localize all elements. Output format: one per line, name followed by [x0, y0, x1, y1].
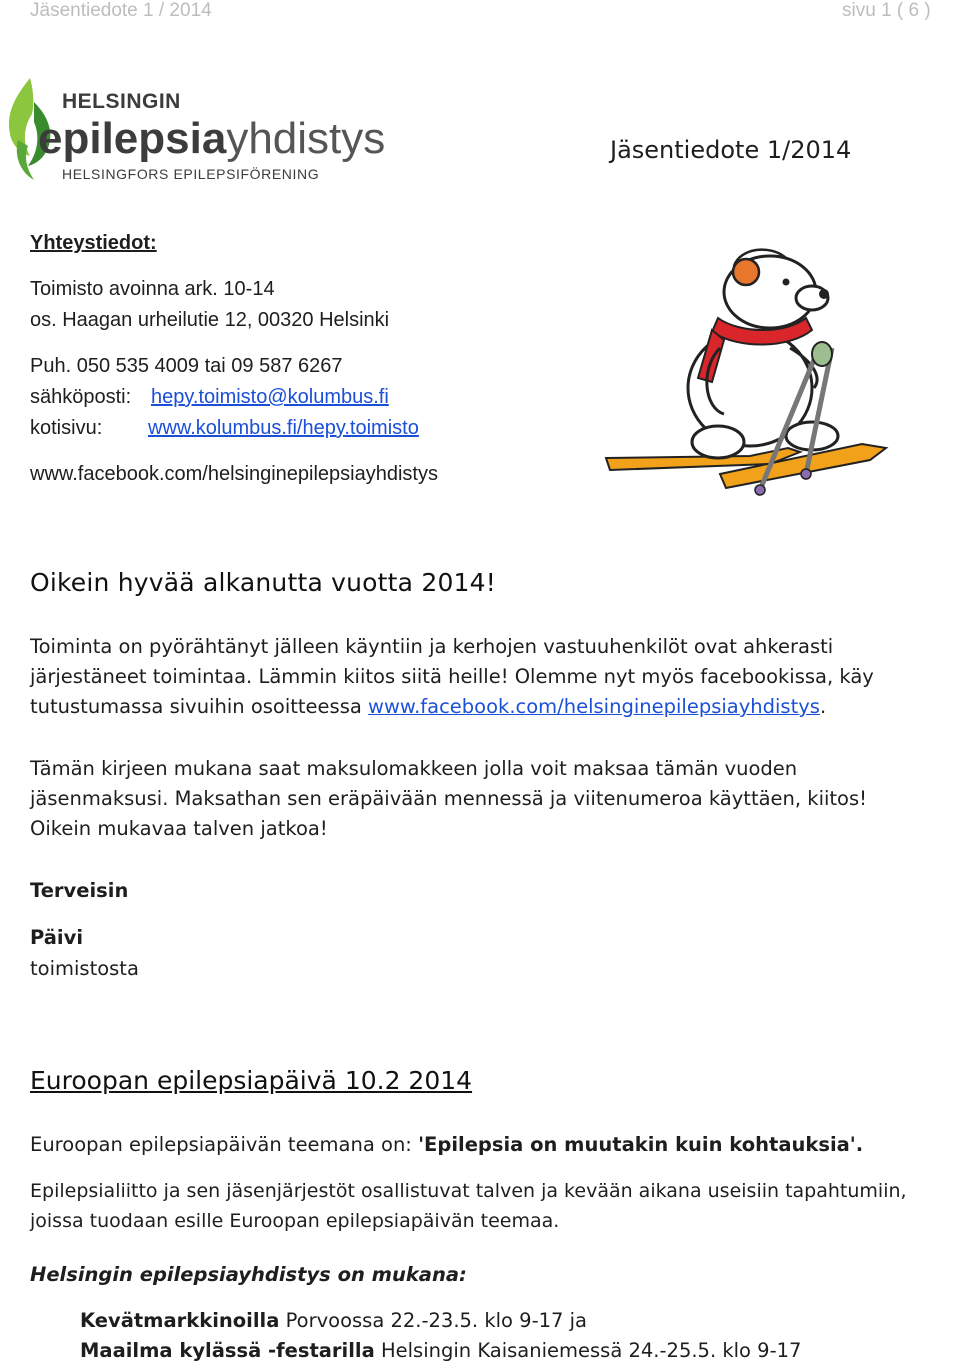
events-list	[80, 1306, 950, 1366]
header-page-number: sivu 1 ( 6 )	[842, 0, 931, 21]
greeting-p1-line3-text: tutustumassa sivuihin osoitteessa	[30, 695, 369, 718]
event-item	[80, 1306, 950, 1336]
facebook-address: www.facebook.com/helsinginepilepsiayhdistys	[30, 463, 438, 485]
greeting-p1-end: .	[819, 695, 827, 718]
epilepsy-day-title: Euroopan epilepsiapäivä 10.2 2014	[30, 1066, 473, 1095]
email-link[interactable]: hepy.toimisto@kolumbus.fi	[151, 386, 389, 408]
logo-wordmark-bold: epilepsia	[38, 114, 227, 163]
greeting-p1-line2: järjestäneet toimintaa. Lämmin kiitos siitä heille! Olemme nyt myös facebookissa, käy	[30, 665, 874, 688]
theme-prefix: Euroopan epilepsiapäivän teemana on:	[30, 1133, 419, 1156]
facebook-link[interactable]: www.facebook.com/helsinginepilepsiayhdistys	[368, 695, 820, 718]
involved-heading: Helsingin epilepsiayhdistys on mukana:	[30, 1263, 467, 1286]
greeting-paragraph-1	[30, 632, 950, 722]
greeting-p2-line2: jäsenmaksusi. Maksathan sen eräpäivään mennessä ja viitenumeroa käyttäen, kiitos!	[30, 787, 867, 810]
greeting-p1-line1: Toiminta on pyörähtänyt jälleen käyntiin ja kerhojen vastuuhenkilöt ovat ahkerasti	[30, 635, 834, 658]
event-item	[80, 1336, 950, 1366]
greeting-p2-line1: Tämän kirjeen mukana saat maksulomakkeen jolla voit maksaa tämän vuoden	[30, 757, 798, 780]
sender-office: toimistosta	[30, 957, 139, 980]
logo-line-helsingin: HELSINGIN	[62, 90, 181, 113]
greeting-p2-line3: Oikein mukavaa talven jatkoa!	[30, 817, 328, 840]
website-label: kotisivu:	[30, 417, 103, 439]
office-hours: Toimisto avoinna ark. 10-14	[30, 278, 275, 300]
header-doc-label: Jäsentiedote 1 / 2014	[30, 0, 212, 21]
theme-text: 'Epilepsia on muutakin kuin kohtauksia'.	[418, 1133, 864, 1156]
event-detail: Helsingin Kaisaniemessä 24.-25.5. klo 9-17	[374, 1339, 802, 1362]
event-detail: Porvoossa 22.-23.5. klo 9-17 ja	[279, 1309, 587, 1332]
contact-heading: Yhteystiedot:	[30, 232, 157, 254]
regards: Terveisin	[30, 879, 129, 902]
logo-line-swedish: HELSINGFORS EPILEPSIFÖRENING	[62, 166, 320, 182]
event-name: Kevätmarkkinoilla	[80, 1309, 280, 1332]
website-link[interactable]: www.kolumbus.fi/hepy.toimisto	[148, 417, 419, 439]
skiing-polar-bear-illustration	[600, 238, 890, 508]
epilepsy-day-theme	[30, 1130, 950, 1160]
greeting-paragraph-2	[30, 754, 950, 844]
organization-logo	[4, 76, 386, 186]
sender-name: Päivi	[30, 926, 84, 949]
document-title: Jäsentiedote 1/2014	[610, 136, 852, 164]
phone-numbers: Puh. 050 535 4009 tai 09 587 6267	[30, 355, 343, 377]
office-address: os. Haagan urheilutie 12, 00320 Helsinki	[30, 309, 390, 331]
logo-wordmark-light: yhdistys	[226, 114, 386, 163]
logo-wordmark	[38, 114, 385, 164]
epilepsy-day-p1-line1: Epilepsialiitto ja sen jäsenjärjestöt osallistuvat talven ja kevään aikana useisiin tapahtumiin,	[30, 1180, 907, 1202]
email-label: sähköposti:	[30, 386, 132, 408]
epilepsy-day-paragraph	[30, 1176, 958, 1236]
event-name: Maailma kylässä -festarilla	[80, 1339, 375, 1362]
epilepsy-day-p1-line2: joissa tuodaan esille Euroopan epilepsiapäivän teemaa.	[30, 1210, 560, 1232]
greeting-p1-line3	[30, 692, 950, 722]
greeting-title: Oikein hyvää alkanutta vuotta 2014!	[30, 568, 496, 597]
